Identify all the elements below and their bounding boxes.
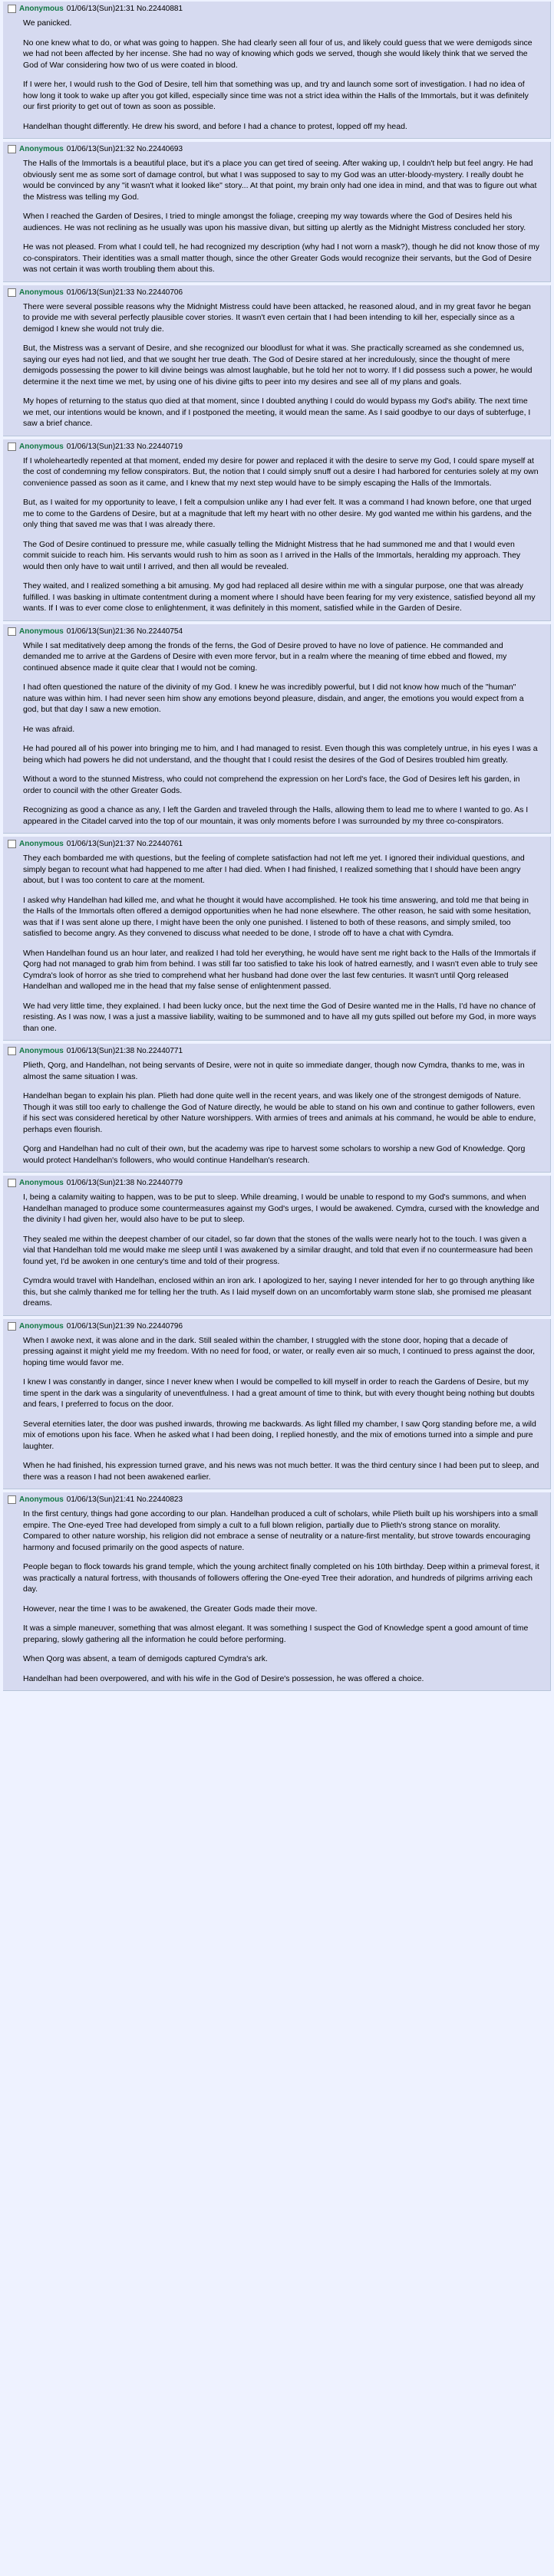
post-paragraph: I asked why Handelhan had killed me, and what he thought it would have accomplished. He took his time answering, and told me that being in the Halls of the Immortals often offered a demigod opportunities when he had none elsewhere. The other reason, he said with some hesitation, was that if I was sent alone up there, I might have been the only one punished. I listened to both of these reasons, and simply smiled, too satisfied to become angry. As they convened to discuss what needed to be done, I strode off to have a chat with Cymdra.	[23, 895, 532, 938]
post-select-checkbox[interactable]	[8, 5, 16, 13]
post-author: Anonymous	[19, 5, 64, 13]
post	[3, 624, 551, 834]
post-author: Anonymous	[19, 442, 64, 451]
post-paragraph: When he had finished, his expression turned grave, and his news was not much better. It was the third century since I had been put to sleep, and there was a reason I had not been awakened earlier.	[23, 1461, 539, 1482]
post-meta: 01/06/13(Sun)21:36 No.22440754	[66, 627, 183, 636]
post	[3, 2, 551, 139]
post-paragraph: Handelhan began to explain his plan. Plieth had done quite well in the recent years, and was likely one of the strongest demigods of Nature. Though it was still too early to challenge the God of Nature directly, he would be able to stand on his own and continue to gather followers, even if his sect was considered heretical by other Nature worshippers. With armies of trees and animals at his command, he would be able to endure, perhaps even flourish.	[23, 1091, 536, 1134]
post-select-checkbox[interactable]	[8, 840, 16, 848]
post-meta: 01/06/13(Sun)21:38 No.22440779	[66, 1179, 183, 1187]
post-meta: 01/06/13(Sun)21:39 No.22440796	[66, 1321, 183, 1331]
post-paragraph: If I were her, I would rush to the God of Desire, tell him that something was up, and try and launch some sort of investigation. I had no idea of how long it took to wake up after you got killed, especially since time was not a strict idea within the Halls of the Immortals, but it was definitely our first priority to get out of town as soon as possible.	[23, 80, 529, 111]
post	[3, 1492, 551, 1691]
post-body	[6, 1506, 547, 1687]
post-header	[6, 3, 547, 15]
post-paragraph: They waited, and I realized something a bit amusing. My god had replaced all desire within me with a singular purpose, one that was already fulfilled. I was basking in ultimate contentment during a moment where I should have been fearing for my very existence, satisfied beyond all my wants. If I was to ever come close to enlightenment, it was definitely in this moment, satisfied while in the Garden of Desire.	[23, 581, 536, 613]
post	[3, 439, 551, 621]
post-paragraph: No one knew what to do, or what was going to happen. She had clearly seen all four of us, and likely could guess that we were demigods since we had not been affected by her incense. She had no way of knowing which gods we served, though she would likely think that we served the God of War considering how two of us were coated in blood.	[23, 38, 533, 70]
post-paragraph: However, near the time I was to be awakened, the Greater Gods made their move.	[23, 1604, 318, 1614]
post-body	[6, 850, 547, 1037]
post-header	[6, 838, 547, 850]
post	[3, 837, 551, 1041]
post-paragraph: Cymdra would travel with Handelhan, enclosed within an iron ark. I apologized to her, saying I never intended for her to go through anything like this, but she calmly thanked me for telling her the truth. As I laid myself down on an uncomfortably warm stone slab, she promised me pleasant dreams.	[23, 1276, 535, 1308]
post-author: Anonymous	[19, 145, 64, 153]
post-meta: 01/06/13(Sun)21:33 No.22440719	[66, 442, 183, 451]
post-paragraph: I had often questioned the nature of the divinity of my God. I knew he was incredibly powerful, but I did not know how much of the "human" nature was within him. I had never seen him show any emotions beyond pleasure, disdain, and anger, the emotions you would expect from a god, but that day I saw a new emotion.	[23, 683, 524, 714]
post-paragraph: He had poured all of his power into bringing me to him, and I had managed to resist. Even though this was completely untrue, in his eyes I was a being which had powers he did not understand, and the thought that I could resist the desires of the God of Desires troubled him greatly.	[23, 744, 538, 765]
post-meta: 01/06/13(Sun)21:31 No.22440881	[66, 5, 183, 13]
post-paragraph: There were several possible reasons why the Midnight Mistress could have been attacked, he reasoned aloud, and in my great favor he began to provide me with several perfectly plausible cover stories. It wasn't even certain that I had been intending to kill her, especially since as a demigod I knew she would not truly die.	[23, 301, 531, 334]
post	[3, 1176, 551, 1316]
post-paragraph: When I reached the Garden of Desires, I tried to mingle amongst the foliage, creeping my way towards where the God of Desires held his audiences. He was not reclining as he usually was upon his massive divan, but sitting up alertly as the Midnight Mistress concluded her story.	[23, 212, 526, 232]
post-paragraph: I, being a calamity waiting to happen, was to be put to sleep. While dreaming, I would be unable to respond to my God's summons, and when Handelhan managed to produce some countermeasures against my God's urges, I would be awakened. Cymdra, cursed with the knowledge and the divinity I had given her, would also have to be put to sleep.	[23, 1193, 539, 1224]
post-paragraph: But, the Mistress was a servant of Desire, and she recognized our bloodlust for what it was. She practically screamed as she condemned us, saying our eyes had not lied, and that we sought her true death. The God of Desire stared at her incredulously, since the thought of mere demigods possessing the power to kill divine beings was almost laughable, but he told her not to worry. If I did possess such a power, he would determine it the next time we met, by using one of his divine gifts to peer into my desires and see all of my plans and goals.	[23, 344, 533, 387]
post-header	[6, 1045, 547, 1058]
post-paragraph: They each bombarded me with questions, but the feeling of complete satisfaction had not left me yet. I ignored their individual questions, and simply began to recount what had happened to me after I had died. When I had finished, I realized something that I should have been angry about, but I was too content to care at the moment.	[23, 854, 525, 885]
post-author: Anonymous	[19, 1179, 64, 1187]
post-paragraph: The Halls of the Immortals is a beautiful place, but it's a place you can get tired of seeing. After waking up, I couldn't help but feel angry. He had obviously sent me as some sort of damage control, but what I was supposed to say to my God was an utter-bloody-mystery. I really doubt he would be convinced by any "it wasn't what it looked like" story... At that point, my brain only had one idea in mind, and that was to figure out what the Mistress was telling my God.	[23, 159, 537, 202]
post-select-checkbox[interactable]	[8, 1495, 16, 1504]
post-body	[6, 299, 547, 433]
post-paragraph: We panicked.	[23, 18, 72, 28]
post-body	[6, 15, 547, 135]
post	[3, 285, 551, 436]
post-author: Anonymous	[19, 288, 64, 297]
post-paragraph: But, as I waited for my opportunity to leave, I felt a compulsion unlike any I had ever felt. It was a command I had known before, one that urged me to come to the Gardens of Desire, but at a magnitude that left my heart with no other desire. My god wanted me within his gardens, and the only thing that saved me was that I was already there.	[23, 498, 533, 529]
post-paragraph: He was not pleased. From what I could tell, he had recognized my description (why had I not worn a mask?), though he did not know those of my co-conspirators. Their identities was a small matter though, since the other Greater Gods would recognize their servants, but the God of Desire was not certain it was worth troubling them about this.	[23, 242, 539, 274]
post-paragraph: We had very little time, they explained. I had been lucky once, but the next time the God of Desire wanted me in the Halls, I'd have no chance of resisting. As I was now, I was a just a massive liability, waiting to be summoned and to have all my guts spilled out before my God, in more ways than one.	[23, 1001, 536, 1033]
post-paragraph: While I sat meditatively deep among the fronds of the ferns, the God of Desire proved to have no love of patience. He commanded and demanded me to arrive at the Gardens of Desire with even more fervor, but in a realm where the meaning of time ebbed and flowed, my continued absence made it quite clear that I would not be coming.	[23, 640, 507, 673]
post-meta: 01/06/13(Sun)21:33 No.22440706	[66, 288, 183, 297]
post-paragraph: The God of Desire continued to pressure me, while casually telling the Midnight Mistress that he had summoned me and that I would even commit suicide to reach him. His servants would rush to him as soon as I arrived in the Halls of the Immortals, heralding my approach. They would then only have to wait until I arrived, and then all would be revealed.	[23, 539, 521, 571]
post-body	[6, 1333, 547, 1486]
post-author: Anonymous	[19, 627, 64, 636]
post-body	[6, 156, 547, 278]
post-select-checkbox[interactable]	[8, 1322, 16, 1331]
post-select-checkbox[interactable]	[8, 442, 16, 451]
post-header	[6, 143, 547, 156]
post-paragraph: Qorg and Handelhan had no cult of their own, but the academy was ripe to harvest some scholars to worship a new God of Knowledge. Qorg would protect Handelhan's followers, who would continue Handelhan's research.	[23, 1144, 526, 1165]
post-paragraph: In the first century, things had gone according to our plan. Handelhan produced a cult of scholars, while Plieth built up his worshipers into a small empire. The One-eyed Tree had developed from simply a cult to a full blown religion, partially due to Plieth's strong stance on morality. Compared to other nature worship, his religion did not embrace a sense of neutrality or a nature-first mentality, but strove towards encouraging harmony and focused primarily on the good aspects of nature.	[23, 1509, 539, 1552]
post-select-checkbox[interactable]	[8, 288, 16, 297]
post	[3, 1044, 551, 1173]
post-paragraph: When Qorg was absent, a team of demigods captured Cymdra's ark.	[23, 1654, 268, 1663]
post-author: Anonymous	[19, 1047, 64, 1055]
post-meta: 01/06/13(Sun)21:32 No.22440693	[66, 145, 183, 153]
post-paragraph: Recognizing as good a chance as any, I left the Garden and traveled through the Halls, allowing them to lead me to where I wanted to go. As I appeared in the Citadel carved into the top of our mountain, it was only moments before I was surrounded by my three co-conspirators.	[23, 805, 529, 826]
post-select-checkbox[interactable]	[8, 145, 16, 153]
post-paragraph: People began to flock towards his grand temple, which the young architect finally completed on his 10th birthday. Deep within a primeval forest, it was practically a natural fortress, with thousands of followers offering the One-eyed Tree their adoration, and hundreds of pilgrims arriving each day.	[23, 1562, 539, 1594]
post-header	[6, 441, 547, 453]
post-paragraph: He was afraid.	[23, 724, 75, 734]
post-select-checkbox[interactable]	[8, 627, 16, 636]
post-body	[6, 453, 547, 617]
post-body	[6, 1189, 547, 1312]
post-paragraph: They sealed me within the deepest chamber of our citadel, so far down that the stones of the walls were nearly hot to the touch. I was given a vial that Handelhan told me would make me sleep until I was awakened by a similar draught, and told that even if no countermeasure had been found yet, I'd be awoken in one century's time and told of their progress.	[23, 1234, 533, 1266]
post-meta: 01/06/13(Sun)21:41 No.22440823	[66, 1495, 183, 1504]
post-meta: 01/06/13(Sun)21:37 No.22440761	[66, 840, 183, 848]
post-select-checkbox[interactable]	[8, 1179, 16, 1187]
post-header	[6, 287, 547, 299]
post-paragraph: Without a word to the stunned Mistress, who could not comprehend the expression on her Lord's face, the God of Desires left his garden, in order to council with the other Greater Gods.	[23, 775, 520, 795]
post-body	[6, 1058, 547, 1169]
post-author: Anonymous	[19, 840, 64, 848]
post-paragraph: Plieth, Qorg, and Handelhan, not being servants of Desire, were not in quite so immediate danger, though now Cymdra, thanks to me, was in almost the same situation I was.	[23, 1061, 525, 1081]
post-paragraph: Handelhan had been overpowered, and with his wife in the God of Desire's possession, he was offered a choice.	[23, 1673, 424, 1683]
post-paragraph: When I awoke next, it was alone and in the dark. Still sealed within the chamber, I struggled with the stone door, hoping that a decade of pressing against it might yield me my freedom. With no need for food, or water, or really even air so much, I continued to press against the door, hoping time would favor me.	[23, 1335, 536, 1367]
post-paragraph: It was a simple maneuver, something that was almost elegant. It was something I suspect the God of Knowledge spent a good amount of time preparing, slowly gathering all the information he could before performing.	[23, 1624, 529, 1644]
post-paragraph: I knew I was constantly in danger, since I never knew when I would be compelled to kill myself in order to reach the Gardens of Desire, but my time spent in the dark was a singularity of uneventfulness. I had a great amount of time to think, but with every thought being nothing but doubts and fears, I preferred to focus on the door.	[23, 1377, 535, 1409]
post-meta: 01/06/13(Sun)21:38 No.22440771	[66, 1047, 183, 1055]
post-paragraph: When Handelhan found us an hour later, and realized I had told her everything, he would have sent me right back to the Halls of the Immortals if Qorg had not managed to grab him from behind. I was still far too satisfied to take his look of hatred earnestly, and I wasn't even able to truly see Cymdra's look of horror as she tried to comprehend what her husband had done over the last few centuries. It wasn't until Qorg released Handelhan and walloped me in the head that my false sense of enlightenment passed.	[23, 948, 538, 991]
post-header	[6, 1494, 547, 1506]
post-header	[6, 626, 547, 638]
post-paragraph: My hopes of returning to the status quo died at that moment, since I doubted anything I could do would bypass my God's ability. The next time we met, our intentions would be known, and if I postponed the meeting, it would mean the same. As I said goodbye to our days of subterfuge, I saw a brief chance.	[23, 396, 531, 428]
post	[3, 1319, 551, 1490]
post-body	[6, 638, 547, 831]
post-paragraph: Handelhan thought differently. He drew his sword, and before I had a chance to protest, lopped off my head.	[23, 121, 407, 131]
post-paragraph: Several eternities later, the door was pushed inwards, throwing me backwards. As light filled my chamber, I saw Qorg standing before me, a wild mix of emotions upon his face. When he asked what I had been doing, I replied honestly, and the mix of emotions turned into a simple and pure laughter.	[23, 1419, 536, 1451]
post-select-checkbox[interactable]	[8, 1047, 16, 1055]
post-author: Anonymous	[19, 1495, 64, 1504]
post-author: Anonymous	[19, 1321, 64, 1331]
post-paragraph: If I wholeheartedly repented at that moment, ended my desire for power and replaced it with the desire to serve my God, I could spare myself at the cost of condemning my fellow conspirators. But, the notion that I could simply snuff out a desire I had harbored for centuries solely at my own convenience passed as soon as it came, and I knew that my next step would have to be simply escaping the Halls of the Immortals.	[23, 456, 539, 488]
post-header	[6, 1177, 547, 1189]
post	[3, 142, 551, 282]
post-header	[6, 1321, 547, 1333]
